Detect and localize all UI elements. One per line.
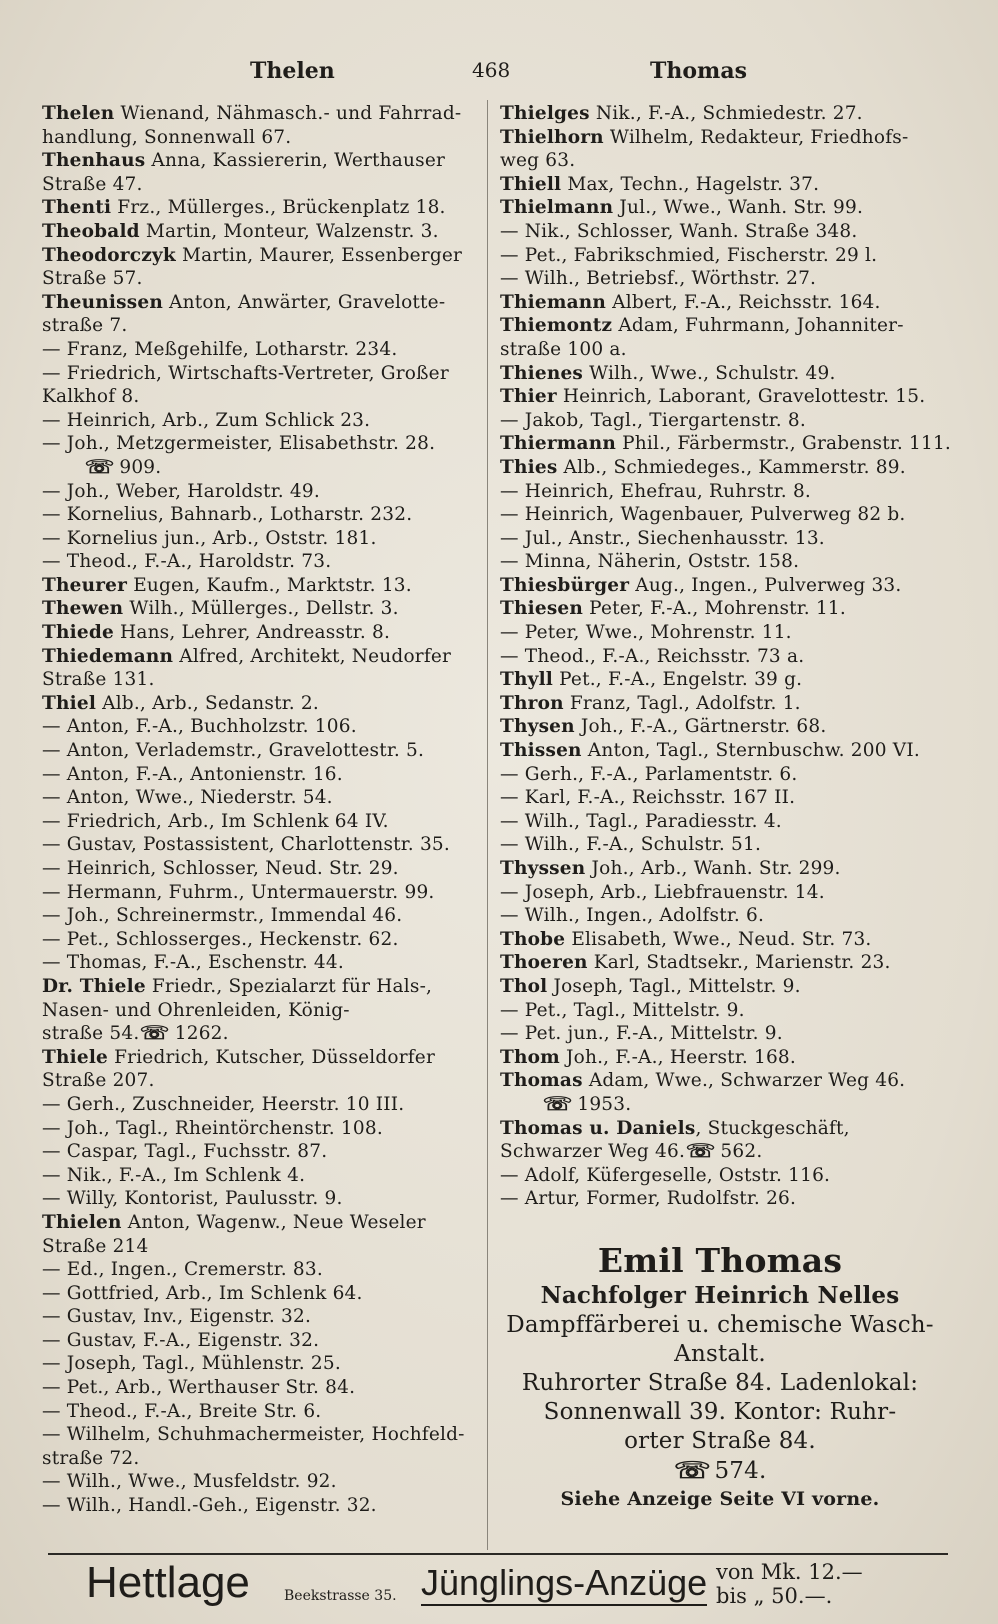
ad-title: Emil Thomas xyxy=(597,1240,843,1280)
right-column xyxy=(500,102,952,1512)
directory-entry xyxy=(500,1046,940,1070)
directory-entry xyxy=(500,1093,940,1117)
directory-entry xyxy=(500,999,940,1023)
page-number: 468 xyxy=(472,58,511,82)
directory-entry xyxy=(42,928,474,952)
entry-text: Anton, Tagl., Sternbuschw. 200 VI. xyxy=(581,740,920,762)
directory-entry xyxy=(500,1187,940,1211)
entry-text: Adam, Fuhrmann, Johanniter- xyxy=(612,315,904,337)
directory-entry xyxy=(500,196,940,220)
entry-text: — Gustav, Postassistent, Charlottenstr. 35. xyxy=(42,834,450,856)
entry-text: — Gerh., F.-A., Parlamentstr. 6. xyxy=(500,763,798,785)
directory-entry xyxy=(500,786,940,810)
directory-entry xyxy=(42,1400,474,1424)
entry-text: — Kornelius, Bahnarb., Lotharstr. 232. xyxy=(42,504,413,526)
entry-surname: Thiele xyxy=(42,1046,109,1068)
directory-entry xyxy=(42,149,474,173)
directory-entry xyxy=(500,220,940,244)
entry-surname: Thewen xyxy=(42,598,124,620)
ad-line-4: Sonnenwall 39. Kontor: Ruhr- xyxy=(543,1398,897,1425)
directory-entry xyxy=(500,503,940,527)
entry-text: Nik., F.-A., Schmiedestr. 27. xyxy=(589,103,863,124)
directory-entry xyxy=(42,126,474,150)
ad-line-2: Anstalt. xyxy=(674,1340,766,1367)
directory-entry xyxy=(42,1140,474,1164)
ad-line-5: orter Straße 84. xyxy=(624,1427,816,1454)
entry-text: Max, Techn., Hagelstr. 37. xyxy=(561,173,820,195)
entry-text: — Pet., Schlosserges., Heckenstr. 62. xyxy=(42,928,399,950)
entry-text: — Wilh., Wwe., Musfeldstr. 92. xyxy=(42,1471,337,1493)
entry-text: — Jul., Anstr., Siechenhausstr. 13. xyxy=(500,527,825,549)
directory-entry xyxy=(500,668,940,692)
entry-text: Jul., Wwe., Wanh. Str. 99. xyxy=(613,197,864,219)
directory-entry xyxy=(42,1069,474,1093)
entry-text: — Wilh., Betriebsf., Wörthstr. 27. xyxy=(500,268,817,290)
entry-surname: Thiermann xyxy=(500,433,617,455)
entry-text: — Caspar, Tagl., Fuchsstr. 87. xyxy=(42,1141,328,1163)
entry-text: — Friedrich, Arb., Im Schlenk 64 IV. xyxy=(42,810,389,832)
entry-text: Heinrich, Laborant, Gravelottestr. 15. xyxy=(556,386,926,408)
directory-entry xyxy=(500,338,940,362)
entry-text: straße 72. xyxy=(42,1447,140,1469)
right-column-entries xyxy=(500,102,952,1211)
telephone-icon: ☏ xyxy=(542,1093,573,1115)
entry-text: — Nik., Schlosser, Wanh. Straße 348. xyxy=(500,220,858,242)
entry-surname: Thelen xyxy=(42,103,115,124)
directory-entry xyxy=(42,550,474,574)
entry-text: — Pet., Tagl., Mittelstr. 9. xyxy=(500,999,745,1021)
footer-address: Beekstrasse 35. xyxy=(284,1588,397,1604)
directory-entry xyxy=(500,621,940,645)
entry-text: — Wilh., Ingen., Adolfstr. 6. xyxy=(500,905,765,927)
telephone-number: 1953. xyxy=(577,1093,632,1115)
directory-entry xyxy=(42,503,474,527)
directory-entry xyxy=(42,1117,474,1141)
telephone-number: 1262. xyxy=(174,1023,229,1045)
entry-text: Wilhelm, Redakteur, Friedhofs- xyxy=(603,126,909,148)
entry-surname: Thenti xyxy=(42,197,112,219)
directory-entry xyxy=(42,1282,474,1306)
directory-entry xyxy=(42,267,474,291)
entry-surname: Thyll xyxy=(500,669,554,691)
entry-text: Kalkhof 8. xyxy=(42,386,140,408)
directory-entry xyxy=(500,574,940,598)
directory-entry xyxy=(42,456,474,480)
entry-text: Wilh., Wwe., Schulstr. 49. xyxy=(583,362,836,384)
entry-text: Franz, Tagl., Adolfstr. 1. xyxy=(563,692,801,714)
entry-surname: Thomas xyxy=(500,1070,583,1092)
directory-entry xyxy=(42,1046,474,1070)
entry-text: Joh., F.-A., Heerstr. 168. xyxy=(559,1046,796,1068)
directory-entry xyxy=(500,244,940,268)
directory-entry xyxy=(42,1470,474,1494)
entry-text: — Anton, Wwe., Niederstr. 54. xyxy=(42,787,333,809)
directory-entry xyxy=(42,480,474,504)
directory-entry xyxy=(42,409,474,433)
directory-entry xyxy=(42,1447,474,1471)
directory-entry xyxy=(42,244,474,268)
ad-reference: Siehe Anzeige Seite VI vorne. xyxy=(560,1487,880,1510)
entry-text: Hans, Lehrer, Andreasstr. 8. xyxy=(113,622,391,644)
entry-text: — Joseph, Arb., Liebfrauenstr. 14. xyxy=(500,881,825,903)
entry-text: Alfred, Architekt, Neudorfer xyxy=(173,645,452,667)
directory-entry xyxy=(42,1093,474,1117)
entry-text: — Thomas, F.-A., Eschenstr. 44. xyxy=(42,952,344,974)
directory-entry xyxy=(42,1423,474,1447)
directory-entry xyxy=(42,810,474,834)
entry-text: , Stuckgeschäft, xyxy=(695,1117,850,1139)
entry-text: Wienand, Nähmasch.- und Fahrrad- xyxy=(114,103,462,124)
entry-text: Wilh., Müllerges., Dellstr. 3. xyxy=(123,598,399,620)
directory-entry xyxy=(42,999,474,1023)
entry-text: — Anton, F.-A., Buchholzstr. 106. xyxy=(42,716,357,738)
entry-text: Elisabeth, Wwe., Neud. Str. 73. xyxy=(565,928,872,950)
telephone-number: 562. xyxy=(720,1141,763,1163)
entry-text: Martin, Monteur, Walzenstr. 3. xyxy=(139,220,439,242)
directory-entry xyxy=(500,1164,940,1188)
directory-entry xyxy=(42,1352,474,1376)
entry-surname: Thomas u. Daniels xyxy=(500,1117,696,1139)
entry-text: Straße 57. xyxy=(42,268,143,290)
directory-entry xyxy=(42,857,474,881)
entry-text: — Theod., F.-A., Breite Str. 6. xyxy=(42,1400,322,1422)
entry-text: Alb., Schmiedeges., Kammerstr. 89. xyxy=(557,456,906,478)
entry-text: — Karl, F.-A., Reichsstr. 167 II. xyxy=(500,787,796,809)
entry-text: Eugen, Kaufm., Marktstr. 13. xyxy=(127,574,412,596)
directory-entry xyxy=(500,291,940,315)
entry-text: Straße 47. xyxy=(42,173,143,195)
entry-surname: Thies xyxy=(500,456,558,478)
directory-entry xyxy=(500,975,940,999)
entry-surname: Thobe xyxy=(500,928,566,950)
entry-surname: Thol xyxy=(500,975,548,997)
directory-entry xyxy=(500,763,940,787)
entry-text: — Joseph, Tagl., Mühlenstr. 25. xyxy=(42,1353,341,1375)
directory-entry xyxy=(42,904,474,928)
entry-surname: Thielen xyxy=(42,1211,122,1233)
directory-entry xyxy=(42,715,474,739)
directory-entry xyxy=(500,810,940,834)
directory-entry xyxy=(42,338,474,362)
entry-text: Frz., Müllerges., Brückenplatz 18. xyxy=(111,197,446,219)
directory-entry xyxy=(500,692,940,716)
entry-surname: Theobald xyxy=(42,220,140,242)
footer-advertisement xyxy=(86,1558,966,1618)
entry-surname: Thissen xyxy=(500,740,582,762)
directory-entry xyxy=(42,385,474,409)
entry-text: handlung, Sonnenwall 67. xyxy=(42,126,292,148)
directory-entry xyxy=(500,1117,940,1141)
directory-entry xyxy=(500,1140,940,1164)
entry-text: — Willy, Kontorist, Paulusstr. 9. xyxy=(42,1188,343,1210)
entry-text: Martin, Maurer, Essenberger xyxy=(175,244,463,266)
entry-text: Joh., Arb., Wanh. Str. 299. xyxy=(585,858,841,879)
directory-entry xyxy=(500,173,940,197)
entry-surname: Thyssen xyxy=(500,858,586,879)
entry-text: — Peter, Wwe., Mohrenstr. 11. xyxy=(500,622,792,644)
footer-offer: Jünglings-Anzüge xyxy=(421,1562,707,1606)
footer-divider xyxy=(48,1553,948,1555)
directory-entry xyxy=(500,739,940,763)
entry-text: — Heinrich, Ehefrau, Ruhrstr. 8. xyxy=(500,480,812,502)
directory-entry xyxy=(500,126,940,150)
directory-entry xyxy=(42,102,474,126)
entry-surname: Thiemann xyxy=(500,291,607,313)
directory-entry xyxy=(42,1258,474,1282)
entry-text: weg 63. xyxy=(500,150,576,172)
entry-text: — Theod., F.-A., Reichsstr. 73 a. xyxy=(500,645,805,667)
column-divider xyxy=(487,100,488,1550)
entry-text: — Joh., Weber, Haroldstr. 49. xyxy=(42,480,320,502)
entry-surname: Dr. Thiele xyxy=(42,975,146,997)
footer-price-from: von Mk. 12.— xyxy=(716,1560,863,1584)
directory-entry xyxy=(42,833,474,857)
entry-text: — Heinrich, Schlosser, Neud. Str. 29. xyxy=(42,858,399,879)
entry-text: — Kornelius jun., Arb., Oststr. 181. xyxy=(42,527,377,549)
entry-text: — Adolf, Küfergeselle, Oststr. 116. xyxy=(500,1164,831,1186)
entry-text: — Theod., F.-A., Haroldstr. 73. xyxy=(42,551,332,573)
directory-entry xyxy=(42,597,474,621)
directory-entry xyxy=(42,881,474,905)
advertisement xyxy=(500,1241,940,1512)
directory-entry xyxy=(42,739,474,763)
directory-entry xyxy=(42,574,474,598)
entry-text: Peter, F.-A., Mohrenstr. 11. xyxy=(583,598,846,620)
entry-text: Joseph, Tagl., Mittelstr. 9. xyxy=(547,975,801,997)
directory-entry xyxy=(500,857,940,881)
entry-surname: Thenhaus xyxy=(42,150,146,172)
entry-text: Anna, Kassiererin, Werthauser xyxy=(145,150,446,172)
directory-entry xyxy=(500,645,940,669)
directory-entry xyxy=(42,173,474,197)
entry-text: — Anton, F.-A., Antonienstr. 16. xyxy=(42,763,343,785)
directory-entry xyxy=(500,480,940,504)
entry-text: Karl, Stadtsekr., Marienstr. 23. xyxy=(587,952,891,974)
entry-surname: Thron xyxy=(500,692,564,714)
entry-text: — Hermann, Fuhrm., Untermauerstr. 99. xyxy=(42,881,435,903)
entry-surname: Theurer xyxy=(42,574,128,596)
entry-text: straße 54. xyxy=(42,1023,140,1045)
entry-surname: Thielmann xyxy=(500,197,614,219)
header-right-keyword: Thomas xyxy=(650,58,747,84)
directory-entry xyxy=(500,456,940,480)
entry-text: Friedrich, Kutscher, Düsseldorfer xyxy=(108,1046,435,1068)
entry-text: — Gottfried, Arb., Im Schlenk 64. xyxy=(42,1282,363,1304)
entry-text: Friedr., Spezialarzt für Hals-, xyxy=(145,975,433,997)
entry-surname: Thier xyxy=(500,386,557,408)
entry-text: — Gerh., Zuschneider, Heerstr. 10 III. xyxy=(42,1093,405,1115)
entry-text: — Wilh., Handl.-Geh., Eigenstr. 32. xyxy=(42,1495,377,1517)
directory-entry xyxy=(42,1235,474,1259)
entry-text: — Heinrich, Wagenbauer, Pulverweg 82 b. xyxy=(500,504,906,526)
directory-entry xyxy=(42,1187,474,1211)
directory-entry xyxy=(42,951,474,975)
telephone-icon: ☏ xyxy=(685,1141,716,1163)
entry-text: Straße 207. xyxy=(42,1070,155,1092)
entry-text: — Nik., F.-A., Im Schlenk 4. xyxy=(42,1164,306,1186)
directory-entry xyxy=(500,149,940,173)
telephone-number: 909. xyxy=(119,456,162,478)
entry-surname: Theodorczyk xyxy=(42,244,176,266)
entry-text: Anton, Anwärter, Gravelotte- xyxy=(162,291,446,313)
directory-entry xyxy=(42,1022,474,1046)
directory-entry xyxy=(42,1164,474,1188)
directory-entry xyxy=(42,645,474,669)
entry-text: Schwarzer Weg 46. xyxy=(500,1141,686,1163)
entry-text: straße 100 a. xyxy=(500,338,627,360)
directory-entry xyxy=(500,597,940,621)
entry-text: — Joh., Metzgermeister, Elisabethstr. 28. xyxy=(42,433,436,455)
entry-text: Nasen- und Ohrenleiden, König- xyxy=(42,999,350,1021)
entry-text: — Artur, Former, Rudolfstr. 26. xyxy=(500,1188,797,1210)
directory-entry xyxy=(500,715,940,739)
entry-text: — Joh., Tagl., Rheintörchenstr. 108. xyxy=(42,1117,383,1139)
directory-entry xyxy=(42,668,474,692)
directory-entry xyxy=(500,904,940,928)
directory-entry xyxy=(500,881,940,905)
directory-entry xyxy=(42,1305,474,1329)
entry-surname: Thoeren xyxy=(500,952,588,974)
directory-entry xyxy=(42,432,474,456)
directory-entry xyxy=(42,786,474,810)
directory-entry xyxy=(42,692,474,716)
directory-entry xyxy=(500,833,940,857)
entry-text: — Joh., Schreinermstr., Immendal 46. xyxy=(42,905,403,927)
entry-text: Anton, Wagenw., Neue Weseler xyxy=(121,1211,426,1233)
entry-text: — Franz, Meßgehilfe, Lotharstr. 234. xyxy=(42,338,398,360)
directory-entry xyxy=(42,1376,474,1400)
directory-entry xyxy=(42,362,474,386)
entry-text: Aug., Ingen., Pulverweg 33. xyxy=(629,574,902,596)
entry-surname: Thiedemann xyxy=(42,645,174,667)
directory-entry xyxy=(500,951,940,975)
entry-text: — Heinrich, Arb., Zum Schlick 23. xyxy=(42,409,371,431)
entry-surname: Thiell xyxy=(500,173,562,195)
entry-text: — Pet., Fabrikschmied, Fischerstr. 29 l. xyxy=(500,244,878,266)
entry-surname: Thiel xyxy=(42,692,97,714)
entry-surname: Thiesbürger xyxy=(500,574,630,596)
entry-text: Phil., Färbermstr., Grabenstr. 111. xyxy=(616,433,952,455)
footer-price-to: bis „ 50.—. xyxy=(716,1584,833,1608)
entry-surname: Thiesen xyxy=(500,598,584,620)
entry-text: — Gustav, F.-A., Eigenstr. 32. xyxy=(42,1329,320,1351)
entry-text: — Pet. jun., F.-A., Mittelstr. 9. xyxy=(500,1023,783,1045)
entry-text: Straße 214 xyxy=(42,1235,149,1257)
directory-entry xyxy=(500,1022,940,1046)
entry-text: — Wilh., Tagl., Paradiesstr. 4. xyxy=(500,810,782,832)
directory-entry xyxy=(500,409,940,433)
directory-entry xyxy=(42,621,474,645)
left-column xyxy=(42,102,474,1518)
entry-text: Albert, F.-A., Reichsstr. 164. xyxy=(606,291,881,313)
entry-text: — Wilh., F.-A., Schulstr. 51. xyxy=(500,834,762,856)
ad-subtitle: Nachfolger Heinrich Nelles xyxy=(540,1281,900,1309)
entry-text: — Friedrich, Wirtschafts-Vertreter, Großer xyxy=(42,362,449,384)
entry-text: Alb., Arb., Sedanstr. 2. xyxy=(96,692,319,714)
ad-phone: ☏ 574. xyxy=(673,1456,767,1484)
directory-entry xyxy=(42,291,474,315)
directory-entry xyxy=(42,1494,474,1518)
directory-entry xyxy=(42,196,474,220)
directory-entry xyxy=(500,527,940,551)
telephone-icon: ☏ xyxy=(84,456,115,478)
entry-surname: Thom xyxy=(500,1046,560,1068)
entry-text: Adam, Wwe., Schwarzer Weg 46. xyxy=(582,1070,906,1092)
ad-line-1: Dampffärberei u. chemische Wasch- xyxy=(506,1311,934,1338)
directory-entry xyxy=(42,1329,474,1353)
entry-text: — Pet., Arb., Werthauser Str. 84. xyxy=(42,1377,356,1399)
directory-entry xyxy=(42,314,474,338)
directory-entry xyxy=(42,527,474,551)
ad-line-3: Ruhrorter Straße 84. Ladenlokal: xyxy=(521,1369,919,1396)
directory-entry xyxy=(500,550,940,574)
directory-entry xyxy=(42,1211,474,1235)
entry-surname: Thielges xyxy=(500,103,590,124)
entry-surname: Thiede xyxy=(42,622,114,644)
directory-entry xyxy=(500,362,940,386)
directory-entry xyxy=(42,763,474,787)
entry-text: — Wilhelm, Schuhmachermeister, Hochfeld- xyxy=(42,1424,465,1446)
directory-entry xyxy=(500,102,940,126)
entry-text: Straße 131. xyxy=(42,669,155,691)
entry-surname: Theunissen xyxy=(42,291,163,313)
directory-entry xyxy=(42,975,474,999)
entry-text: straße 7. xyxy=(42,315,128,337)
entry-text: Pet., F.-A., Engelstr. 39 g. xyxy=(553,669,803,691)
entry-surname: Thienes xyxy=(500,362,584,384)
directory-entry xyxy=(500,267,940,291)
directory-entry xyxy=(500,432,952,456)
telephone-icon: ☏ xyxy=(673,1456,711,1484)
directory-entry xyxy=(500,314,940,338)
entry-surname: Thysen xyxy=(500,716,575,738)
directory-entry xyxy=(500,928,940,952)
header-left-keyword: Thelen xyxy=(250,58,335,84)
entry-text: — Ed., Ingen., Cremerstr. 83. xyxy=(42,1259,323,1281)
entry-text: Joh., F.-A., Gärtnerstr. 68. xyxy=(574,716,827,738)
footer-brand: Hettlage xyxy=(86,1558,250,1607)
telephone-icon: ☏ xyxy=(139,1023,171,1045)
entry-text: — Gustav, Inv., Eigenstr. 32. xyxy=(42,1306,312,1328)
directory-entry xyxy=(500,385,940,409)
entry-surname: Thielhorn xyxy=(500,126,604,148)
directory-entry xyxy=(42,220,474,244)
entry-text: — Jakob, Tagl., Tiergartenstr. 8. xyxy=(500,409,806,431)
entry-text: — Minna, Näherin, Oststr. 158. xyxy=(500,551,800,573)
entry-text: — Anton, Verlademstr., Gravelottestr. 5. xyxy=(42,740,425,762)
directory-entry xyxy=(500,1069,940,1093)
entry-surname: Thiemontz xyxy=(500,315,613,337)
